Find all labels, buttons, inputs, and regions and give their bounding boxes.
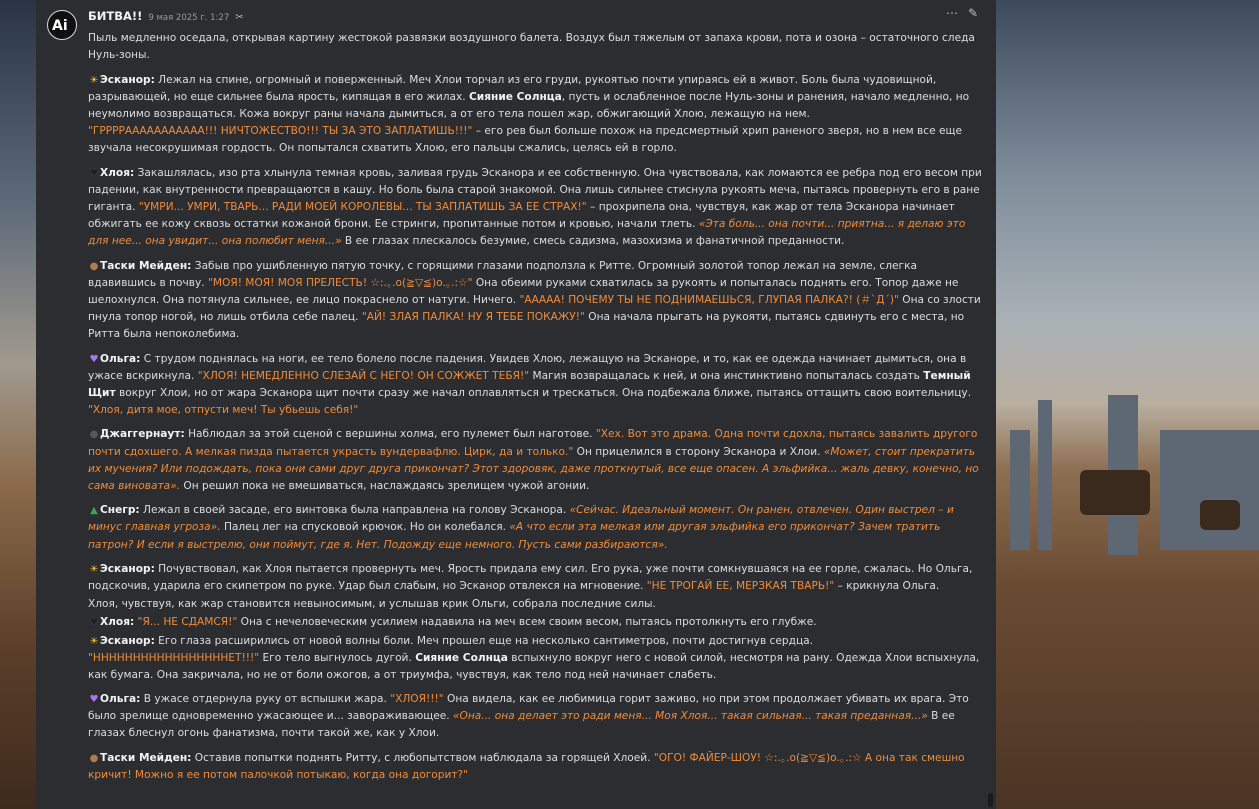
background-rock xyxy=(1080,470,1150,515)
text: Оставив попытки поднять Ритту, с любопытством наблюдала за горящей Хлоей. xyxy=(191,752,654,765)
text: Почувствовал, как Хлоя пытается провернуть меч. Ярость придала ему сил. Его рука, уже почти сомкнувшаяся на ее горле, сжалась. Но Ольга, подскочив, ударила его скипетром по руке. Удар был слабым, но Эсканор отвлекся на мгновение. xyxy=(88,563,973,593)
text: В ужасе отдернула руку от вспышки жара. xyxy=(140,693,391,706)
character-name: Хлоя: xyxy=(100,166,135,179)
character-name: Снегр: xyxy=(100,504,140,517)
text: Она видела, как ее любимица горит заживо, но при этом продолжает убивать их врага. Это было зрелище одновременно ужасающее и... завораживающее. xyxy=(88,693,969,723)
text: Его тело выгнулось дугой. xyxy=(259,651,416,664)
paragraph-tasky-1 xyxy=(88,258,984,343)
message-author[interactable]: БИТВА!! xyxy=(88,9,143,23)
text: вокруг Хлои, но от жара Эсканора щит почти сразу же начал оплавляться и трескаться. Она подбежала ближе, пытаясь оттащить свою воительницу. xyxy=(115,386,972,399)
message-header xyxy=(88,9,244,25)
message-content xyxy=(88,30,984,792)
text: , пусть и ослабленное после Нуль-зоны и ранения, начало медленно, но неумолимо возвращаться. Кожа вокруг раны начала дымиться, а от его тела пошел жар, обжигающий Хлою, лежащую на нем. xyxy=(88,90,970,120)
sun-icon: ☀ xyxy=(89,564,99,576)
paragraph-intro: Пыль медленно оседала, открывая картину жестокой развязки воздушного балета. Воздух был тяжелым от запаха крови, пота и озона – остаточного следа Нуль-зоны. xyxy=(88,32,975,62)
paragraph-eskanor-2 xyxy=(88,561,984,595)
character-name: Эсканор: xyxy=(100,634,155,647)
bold-text: Темный Щит xyxy=(88,369,971,399)
text: С трудом поднялась на ноги, ее тело болело после падения. Увидев Хлою, лежащую на Эсканоре, и то, как ее одежда начинает дымиться, она в ужасе вскрикнула. xyxy=(88,352,967,382)
thought-text: «Эта боль... она почти... приятна... я делаю это для нее... она увидит... она полюбит меня...» xyxy=(88,217,966,248)
quote-text: "ААААА! ПОЧЕМУ ТЫ НЕ ПОДНИМАЕШЬСЯ, ГЛУПАЯ ПАЛКА?! (＃`Д´)" xyxy=(519,293,899,306)
text: Она обеими руками схватилась за рукоять и попыталась поднять его. Топор даже не шелохнулся. Она потянула сильнее, ее лицо покраснело от натуги. Ничего. xyxy=(88,276,959,306)
text: Забыв про ушибленную пятую точку, с горящими глазами подползла к Ритте. Огромный золотой топор лежал на земле, слегка вдавившись в почву. xyxy=(88,259,917,289)
text: Она со злости пнула топор ногой, но лишь отбила себе палец. xyxy=(88,293,981,323)
text: В ее глазах блеснул огонь фанатизма, почти такой же, как у Хлои. xyxy=(88,710,955,740)
quote-text: "АЙ! ЗЛАЯ ПАЛКА! НУ Я ТЕБЕ ПОКАЖУ!" xyxy=(361,310,585,323)
background-rock-spire xyxy=(1010,430,1030,550)
thought-text: «Может, стоит прекратить их мучения? Или подождать, пока они сами друг друга прикончат? Этот здоровяк, даже проткнутый, все еще опасен. А эльфийка... жаль девку, конечно, но сама виновата». xyxy=(88,445,979,492)
text: – крикнула Ольга. xyxy=(834,580,940,593)
message-timestamp[interactable]: 9 мая 2025 г. 1:27 xyxy=(148,13,230,23)
quote-text: "МОЯ! МОЯ! МОЯ ПРЕЛЕСТЬ! ☆:.｡.o(≧▽≦)o.｡.:☆" xyxy=(207,276,473,289)
background-rock-spire xyxy=(1038,400,1052,550)
purple-heart-icon: ♥ xyxy=(89,353,99,365)
paragraph-eskanor-1 xyxy=(88,72,984,157)
text: Лежал на спине, огромный и поверженный. Меч Хлои торчал из его груди, рукоятью почти упираясь ей в живот. Боль была чудовищной, разрывающей, но еще сильнее была ярость, кипящая в его жилах. xyxy=(88,73,937,103)
text: Его глаза расширились от новой волны боли. Меч прошел еще на несколько сантиметров, почти достигнув сердца. xyxy=(154,634,814,647)
chat-panel xyxy=(36,0,996,809)
quote-text: "ХЛОЯ!!!" xyxy=(390,693,444,706)
more-icon[interactable]: ⋯ xyxy=(945,6,958,20)
thought-text: «Она... она делает это ради меня... Моя Хлоя... такая сильная... такая преданная...» xyxy=(453,710,928,723)
text: Магия возвращалась к ней, и она инстинктивно попыталась создать xyxy=(529,369,924,382)
quote-text: "ГРРРРААААААААААА!!! НИЧТОЖЕСТВО!!! ТЫ ЗА ЭТО ЗАПЛАТИШЬ!!!" xyxy=(88,124,473,137)
message-actions xyxy=(946,6,978,20)
ai-logo-icon xyxy=(50,13,74,37)
paragraph-chloe-2 xyxy=(88,614,984,631)
scrollbar-thumb[interactable] xyxy=(988,793,993,807)
text: вспыхнуло вокруг него с новой силой, несмотря на рану. Одежда Хлои вспыхнула, как бумага. Она закричала, но не от боли ожогов, а от триумфа, чувствуя, как тело под ней начинает слабеть. xyxy=(88,651,980,681)
text: Закашлялась, изо рта хлынула темная кровь, заливая грудь Эсканора и ее собственную. Она чувствовала, как ломаются ее ребра под его весом при падении, как внутренности превращаются в кашу. Но боль была старой знакомой. Она лишь сильнее стиснула рукоять меча, пытаясь провернуть его в ране гиганта. xyxy=(88,166,982,213)
character-name: Таски Мейден: xyxy=(100,259,192,272)
text: Наблюдал за этой сценой с вершины холма, его пулемет был наготове. xyxy=(184,428,596,441)
text: Палец лег на спусковой крючок. Но он колебался. xyxy=(220,521,510,534)
paragraph-tasky-2 xyxy=(88,750,984,784)
bear-icon: ● xyxy=(89,753,99,765)
text: Он решил пока не вмешиваться, наслаждаясь зрелищем чужой агонии. xyxy=(180,479,590,492)
paragraph-snegr-1 xyxy=(88,502,984,553)
paragraph-narration: Хлоя, чувствуя, как жар становится невыносимым, и услышав крик Ольги, собрала последние силы. xyxy=(88,598,656,611)
paragraph-olga-2 xyxy=(88,691,984,742)
thought-text: «Сейчас. Идеальный момент. Он ранен, отвлечен. Один выстрел – и минус главная угроза». xyxy=(88,504,954,534)
thought-text: «А что если эта мелкая или другая эльфийка его прикончат? Зачем тратить патрон? И если я выстрелю, они поймут, где я. Нет. Подожду еще немного. Пусть сами разбираются». xyxy=(88,521,941,551)
paragraph-eskanor-3 xyxy=(88,633,984,684)
tree-icon: ▲ xyxy=(90,505,98,517)
sun-icon: ☀ xyxy=(89,74,99,86)
character-name: Ольга: xyxy=(100,693,141,706)
quote-text: "НЕ ТРОГАЙ ЕЕ, МЕРЗКАЯ ТВАРЬ!" xyxy=(646,580,835,593)
black-heart-icon: ♥ xyxy=(89,167,99,179)
text: – прохрипела она, чувствуя, как жар от тела Эсканора начинает обжигать ее кожу сквозь остатки кожаной брони. Ее стринги, пропитанные потом и кровью, начали тлеть. xyxy=(88,200,955,230)
character-name: Таски Мейден: xyxy=(100,752,192,765)
quote-text: "Хех. Вот это драма. Одна почти сдохла, пытаясь завалить другого почти сдохшего. А мелкая пизда пытается украсть вундервафлю. Цирк, да и только." xyxy=(88,428,978,458)
sun-icon: ☀ xyxy=(89,635,99,647)
quote-text: "НННННННННННННННННЕТ!!!" xyxy=(88,651,260,664)
bomb-icon: ● xyxy=(89,429,99,441)
scrollbar-track[interactable] xyxy=(988,0,994,809)
purple-heart-icon: ♥ xyxy=(89,694,99,706)
text: Она с нечеловеческим усилием надавила на меч всем своим весом, пытаясь протолкнуть его глубже. xyxy=(237,616,817,629)
text: Она начала прыгать на рукояти, пытаясь сдвинуть его с места, но Ритта была непоколебима. xyxy=(88,310,965,340)
quote-text: "Хлоя, дитя мое, отпусти меч! Ты убьешь себя!" xyxy=(88,403,359,416)
background-rock xyxy=(1200,500,1240,530)
text: – его рев был больше похож на предсмертный хрип раненого зверя, но в нем все еще звучала несокрушимая гордость. Он попытался схватить Хлою, его пальцы сжались, целясь ей в горло. xyxy=(88,124,962,155)
paragraph-chloe-1 xyxy=(88,165,984,250)
paragraph-juggernaut-1 xyxy=(88,426,984,494)
bold-text: Сияние Солнца xyxy=(415,651,508,664)
character-name: Ольга: xyxy=(100,352,141,365)
quote-text: "Я... НЕ СДАМСЯ!" xyxy=(134,616,238,629)
quote-text: "ХЛОЯ! НЕМЕДЛЕННО СЛЕЗАЙ С НЕГО! ОН СОЖЖЕТ ТЕБЯ!" xyxy=(197,369,530,382)
paragraph-olga-1 xyxy=(88,351,984,419)
character-name: Джаггернаут: xyxy=(100,428,185,441)
black-heart-icon: ♥ xyxy=(89,617,99,629)
edit-pencil-icon[interactable]: ✎ xyxy=(967,6,978,20)
quote-text: "ОГО! ФАЙЕР-ШОУ! ☆:.｡.o(≧▽≦)o.｡.:☆ А она так смешно кричит! Можно я ее потом палочкой потыкаю, когда она догорит?" xyxy=(88,752,965,782)
character-name: Хлоя: xyxy=(100,616,135,629)
text: В ее глазах плескалось безумие, смесь садизма, мазохизма и фанатичной преданности. xyxy=(341,235,845,248)
character-name: Эсканор: xyxy=(100,73,155,86)
text: Лежал в своей засаде, его винтовка была направлена на голову Эсканора. xyxy=(139,504,570,517)
text: Он прицелился в сторону Эсканора и Хлои. xyxy=(573,445,824,458)
avatar[interactable] xyxy=(47,10,77,40)
quote-text: "УМРИ... УМРИ, ТВАРЬ... РАДИ МОЕЙ КОРОЛЕВЫ... ТЫ ЗАПЛАТИШЬ ЗА ЕЕ СТРАХ!" xyxy=(138,200,587,213)
background-rock-spire xyxy=(1160,430,1259,550)
bold-text: Сияние Солнца xyxy=(469,90,562,103)
bear-icon: ● xyxy=(89,260,99,272)
character-name: Эсканор: xyxy=(100,563,155,576)
tools-icon: ✂ xyxy=(235,12,244,23)
background-left-strip xyxy=(0,0,36,809)
svg-text:Ai: Ai xyxy=(52,18,68,34)
